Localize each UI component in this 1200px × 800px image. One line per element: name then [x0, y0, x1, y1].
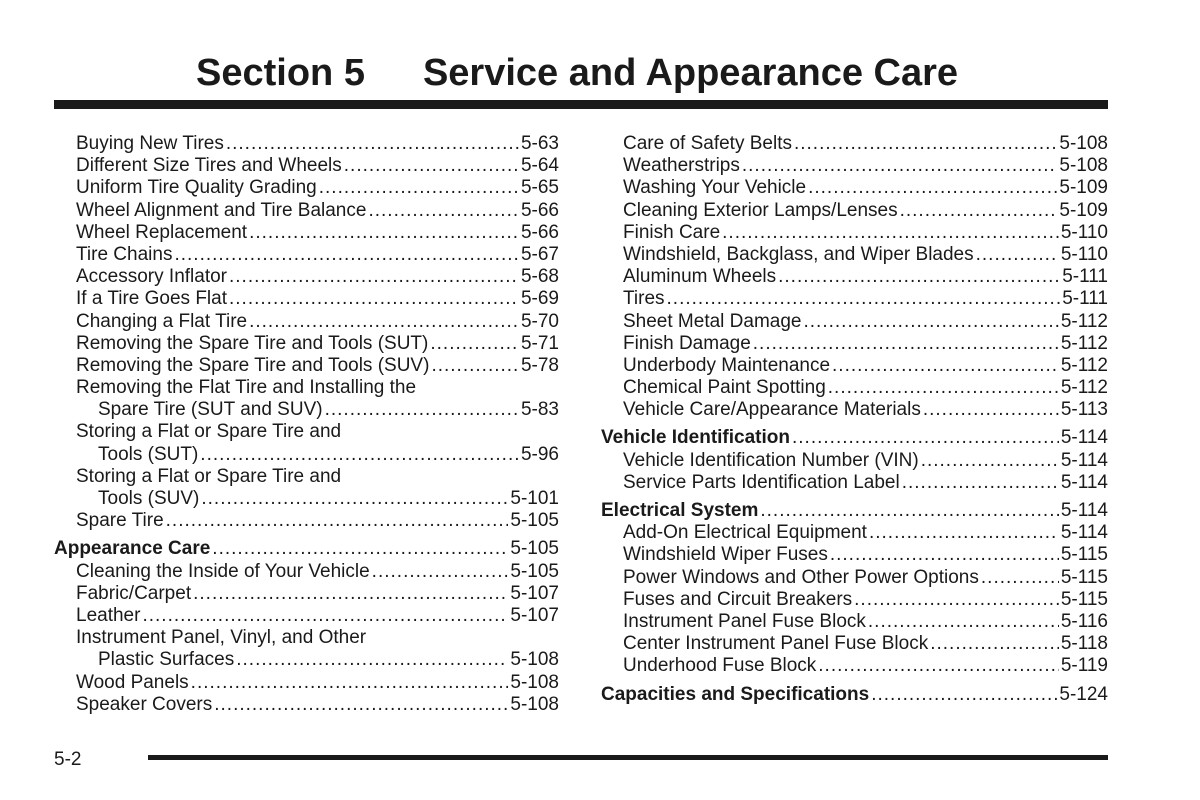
- toc-leader-dots: [900, 200, 1058, 222]
- toc-entry-page: 5-108: [1059, 133, 1108, 154]
- toc-entry: [601, 611, 1108, 633]
- toc-entry-page: 5-113: [1060, 399, 1108, 421]
- toc-entry: [54, 311, 559, 333]
- toc-leader-dots: [832, 355, 1059, 377]
- toc-entry-page: 5-114: [1060, 500, 1108, 521]
- toc-entry: [54, 200, 559, 222]
- toc-leader-dots: [828, 377, 1059, 399]
- toc-entry: [601, 589, 1108, 611]
- toc-entry-page: 5-101: [510, 488, 559, 509]
- section-title: [196, 52, 958, 95]
- toc-entry-page: 5-108: [510, 693, 559, 715]
- toc-entry-label: Fabric/Carpet: [76, 582, 192, 604]
- toc-entry: [54, 222, 559, 244]
- toc-leader-dots: [249, 311, 519, 333]
- toc-entry-label: Wheel Alignment and Tire Balance: [76, 199, 367, 221]
- toc-leader-dots: [722, 222, 1059, 244]
- toc-entry-page: 5-96: [520, 443, 559, 465]
- toc-right-column: [601, 133, 1108, 706]
- toc-entry: [601, 311, 1108, 333]
- toc-leader-dots: [319, 177, 519, 199]
- toc-leader-dots: [249, 222, 519, 244]
- toc-entry-page: 5-105: [510, 510, 559, 532]
- toc-entry-label: Service Parts Identification Label: [623, 471, 900, 493]
- toc-entry-label: Instrument Panel Fuse Block: [623, 610, 866, 632]
- toc-entry-page: 5-118: [1060, 633, 1108, 655]
- toc-entry: [601, 288, 1108, 310]
- toc-entry: [54, 466, 559, 488]
- toc-entry: [54, 377, 559, 399]
- toc-entry-page: 5-108: [510, 671, 559, 693]
- toc-entry-page: 5-63: [520, 133, 559, 154]
- toc-leader-dots: [431, 355, 519, 377]
- toc-entry: [601, 133, 1108, 155]
- toc-entry-label: Windshield Wiper Fuses: [623, 544, 828, 566]
- toc-entry-page: 5-66: [520, 221, 559, 243]
- toc-entry: [54, 694, 559, 716]
- toc-leader-dots: [760, 500, 1058, 522]
- toc-leader-dots: [174, 244, 519, 266]
- toc-entry: [54, 244, 559, 266]
- toc-entry-page: 5-111: [1062, 266, 1108, 288]
- toc-entry-label: Vehicle Identification: [601, 427, 790, 449]
- toc-entry: [601, 355, 1108, 377]
- toc-leader-dots: [808, 177, 1057, 199]
- toc-entry-page: 5-110: [1060, 221, 1108, 243]
- toc-entry: [54, 627, 559, 649]
- toc-leader-dots: [742, 155, 1058, 177]
- toc-entry-page: 5-65: [520, 177, 559, 199]
- toc-entry: [54, 488, 559, 510]
- toc-leader-dots: [200, 444, 519, 466]
- toc-entry-label: Changing a Flat Tire: [76, 310, 248, 332]
- toc-entry: [54, 583, 559, 605]
- toc-entry-label: Underbody Maintenance: [623, 354, 831, 376]
- toc-entry-page: 5-112: [1060, 377, 1108, 399]
- toc-entry: [54, 649, 559, 671]
- toc-entry-page: 5-67: [520, 243, 559, 265]
- toc-entry-label: Speaker Covers: [76, 693, 213, 715]
- section-label: Section: [196, 52, 334, 94]
- toc-leader-dots: [229, 288, 519, 310]
- toc-entry-label: Appearance Care: [54, 538, 211, 560]
- toc-leader-dots: [902, 472, 1059, 494]
- toc-entry: [601, 522, 1108, 544]
- toc-entry-page: 5-115: [1060, 588, 1108, 610]
- toc-entry-page: 5-78: [520, 354, 559, 376]
- toc-entry-label: Spare Tire: [76, 510, 164, 532]
- toc-leader-dots: [818, 655, 1059, 677]
- toc-entry-page: 5-124: [1059, 683, 1108, 705]
- toc-entry: [54, 561, 559, 583]
- toc-entry-page: 5-114: [1060, 522, 1108, 544]
- toc-entry-label: Different Size Tires and Wheels: [76, 155, 342, 177]
- toc-entry-page: 5-71: [520, 332, 559, 354]
- toc-entry-page: 5-114: [1060, 449, 1108, 471]
- toc-entry-label: Accessory Inflator: [76, 266, 227, 288]
- toc-entry-label: Tools (SUV): [98, 488, 200, 509]
- toc-entry-page: 5-112: [1060, 354, 1108, 376]
- toc-entry: [601, 266, 1108, 288]
- section-number: 5: [343, 52, 365, 94]
- toc-entry-label: Tire Chains: [76, 243, 173, 265]
- toc-entry-label: Finish Care: [623, 221, 721, 243]
- toc-entry: [54, 333, 559, 355]
- toc-entry-label: Uniform Tire Quality Grading: [76, 177, 317, 199]
- toc-entry-page: 5-105: [510, 538, 559, 560]
- toc-entry: [54, 399, 559, 421]
- toc-entry-page: 5-112: [1060, 310, 1108, 332]
- toc-entry: [601, 399, 1108, 421]
- toc-leader-dots: [981, 567, 1059, 589]
- toc-entry-label: Underhood Fuse Block: [623, 655, 817, 677]
- toc-leader-dots: [921, 450, 1059, 472]
- toc-entry-page: 5-114: [1060, 427, 1108, 449]
- toc-entry: [54, 288, 559, 310]
- toc-entry-page: 5-111: [1062, 288, 1108, 310]
- toc-entry: [54, 605, 559, 627]
- toc-entry: [54, 421, 559, 443]
- toc-entry-page: 5-83: [520, 399, 559, 421]
- toc-entry-page: 5-70: [520, 310, 559, 332]
- toc-leader-dots: [792, 427, 1059, 449]
- toc-entry: [601, 544, 1108, 566]
- toc-entry-label: Instrument Panel, Vinyl, and Other: [76, 627, 367, 649]
- toc-leader-dots: [214, 694, 508, 716]
- toc-entry-label: Electrical System: [601, 500, 759, 521]
- toc-entry-page: 5-109: [1059, 199, 1108, 221]
- toc-entry: [54, 155, 559, 177]
- toc-leader-dots: [667, 288, 1061, 310]
- toc-entry-label: Center Instrument Panel Fuse Block: [623, 633, 929, 655]
- toc-entry-label: Wood Panels: [76, 671, 189, 693]
- toc-entry-label: Capacities and Specifications: [601, 683, 870, 705]
- toc-entry-label: Vehicle Identification Number (VIN): [623, 449, 919, 471]
- toc-entry: [54, 444, 559, 466]
- toc-entry-label: Leather: [76, 604, 141, 626]
- toc-entry-label: Finish Damage: [623, 332, 751, 354]
- toc-entry: [601, 333, 1108, 355]
- toc-entry: [54, 355, 559, 377]
- toc-leader-dots: [142, 605, 508, 627]
- toc-left-column: [54, 133, 559, 716]
- toc-leader-dots: [226, 133, 519, 155]
- toc-entry-label: Weatherstrips: [623, 155, 740, 177]
- toc-leader-dots: [923, 399, 1059, 421]
- toc-entry: [601, 244, 1108, 266]
- toc-entry-label: Chemical Paint Spotting: [623, 377, 826, 399]
- toc-leader-dots: [166, 510, 509, 532]
- toc-entry-page: 5-116: [1060, 610, 1108, 632]
- toc-entry: [54, 510, 559, 532]
- toc-leader-dots: [871, 684, 1057, 706]
- toc-entry-page: 5-114: [1060, 471, 1108, 493]
- toc-entry-label: Vehicle Care/Appearance Materials: [623, 399, 921, 421]
- toc-leader-dots: [854, 589, 1059, 611]
- toc-entry-page: 5-64: [520, 155, 559, 177]
- toc-entry-label: Tires: [623, 288, 665, 310]
- toc-leader-dots: [778, 266, 1060, 288]
- toc-entry-label: Tools (SUT): [98, 443, 199, 465]
- toc-leader-dots: [976, 244, 1059, 266]
- toc-section-heading: [601, 427, 1108, 449]
- toc-leader-dots: [325, 399, 519, 421]
- toc-entry-page: 5-112: [1060, 332, 1108, 354]
- toc-entry-label: Buying New Tires: [76, 133, 224, 154]
- toc-leader-dots: [191, 672, 509, 694]
- toc-leader-dots: [368, 200, 519, 222]
- toc-entry: [601, 155, 1108, 177]
- toc-leader-dots: [794, 133, 1057, 155]
- section-name: Service and Appearance Care: [422, 52, 959, 94]
- toc-section-heading: [601, 684, 1108, 706]
- toc-leader-dots: [212, 538, 508, 560]
- toc-entry: [601, 200, 1108, 222]
- toc-entry-page: 5-109: [1059, 177, 1108, 199]
- toc-leader-dots: [193, 583, 508, 605]
- toc-entry-label: Spare Tire (SUT and SUV): [98, 399, 323, 421]
- toc-entry-label: Aluminum Wheels: [623, 266, 777, 288]
- toc-entry: [601, 377, 1108, 399]
- toc-entry: [601, 567, 1108, 589]
- toc-leader-dots: [753, 333, 1059, 355]
- toc-leader-dots: [201, 488, 508, 510]
- toc-entry: [601, 655, 1108, 677]
- toc-entry-label: Cleaning the Inside of Your Vehicle: [76, 560, 370, 582]
- toc-leader-dots: [344, 155, 519, 177]
- toc-entry-label: Removing the Spare Tire and Tools (SUT): [76, 332, 429, 354]
- toc-entry-page: 5-108: [510, 649, 559, 671]
- toc-leader-dots: [869, 522, 1059, 544]
- toc-entry-label: Wheel Replacement: [76, 221, 248, 243]
- toc-entry-label: Fuses and Circuit Breakers: [623, 588, 853, 610]
- toc-entry-page: 5-69: [520, 288, 559, 310]
- toc-section-heading: [54, 538, 559, 560]
- toc-leader-dots: [430, 333, 519, 355]
- toc-leader-dots: [372, 561, 509, 583]
- toc-entry-page: 5-115: [1060, 566, 1108, 588]
- toc-entry: [601, 222, 1108, 244]
- toc-entry-page: 5-115: [1060, 544, 1108, 566]
- toc-leader-dots: [868, 611, 1059, 633]
- toc-entry-page: 5-107: [510, 604, 559, 626]
- toc-entry-page: 5-66: [520, 199, 559, 221]
- toc-entry: [601, 633, 1108, 655]
- toc-entry-page: 5-68: [520, 266, 559, 288]
- toc-leader-dots: [930, 633, 1059, 655]
- toc-entry: [601, 177, 1108, 199]
- footer-rule: [148, 755, 1108, 760]
- toc-entry-label: Storing a Flat or Spare Tire and: [76, 421, 342, 443]
- toc-entry-page: 5-107: [510, 582, 559, 604]
- toc-entry-page: 5-108: [1059, 155, 1108, 177]
- toc-leader-dots: [830, 544, 1059, 566]
- toc-entry-label: Cleaning Exterior Lamps/Lenses: [623, 199, 898, 221]
- toc-entry-label: Sheet Metal Damage: [623, 310, 802, 332]
- toc-leader-dots: [229, 266, 519, 288]
- page-number: 5-2: [54, 749, 82, 770]
- toc-entry-label: Washing Your Vehicle: [623, 177, 807, 199]
- toc-entry-page: 5-105: [510, 560, 559, 582]
- toc-entry-label: Add-On Electrical Equipment: [623, 522, 867, 544]
- toc-entry-label: If a Tire Goes Flat: [76, 288, 227, 310]
- toc-entry: [601, 472, 1108, 494]
- toc-leader-dots: [236, 649, 508, 671]
- toc-entry-label: Care of Safety Belts: [623, 133, 792, 154]
- toc-entry: [54, 672, 559, 694]
- toc-section-heading: [601, 500, 1108, 522]
- header-rule: [54, 100, 1108, 109]
- toc-entry-label: Storing a Flat or Spare Tire and: [76, 465, 342, 487]
- toc-entry-label: Power Windows and Other Power Options: [623, 566, 979, 588]
- toc-entry-label: Windshield, Backglass, and Wiper Blades: [623, 243, 974, 265]
- toc-entry: [54, 133, 559, 155]
- toc-entry: [601, 450, 1108, 472]
- toc-leader-dots: [804, 311, 1059, 333]
- toc-entry-label: Removing the Flat Tire and Installing the: [76, 377, 417, 399]
- toc-entry-label: Removing the Spare Tire and Tools (SUV): [76, 354, 430, 376]
- toc-entry-page: 5-110: [1060, 243, 1108, 265]
- toc-entry-page: 5-119: [1060, 655, 1108, 677]
- toc-entry-label: Plastic Surfaces: [98, 649, 235, 671]
- toc-entry: [54, 266, 559, 288]
- toc-entry: [54, 177, 559, 199]
